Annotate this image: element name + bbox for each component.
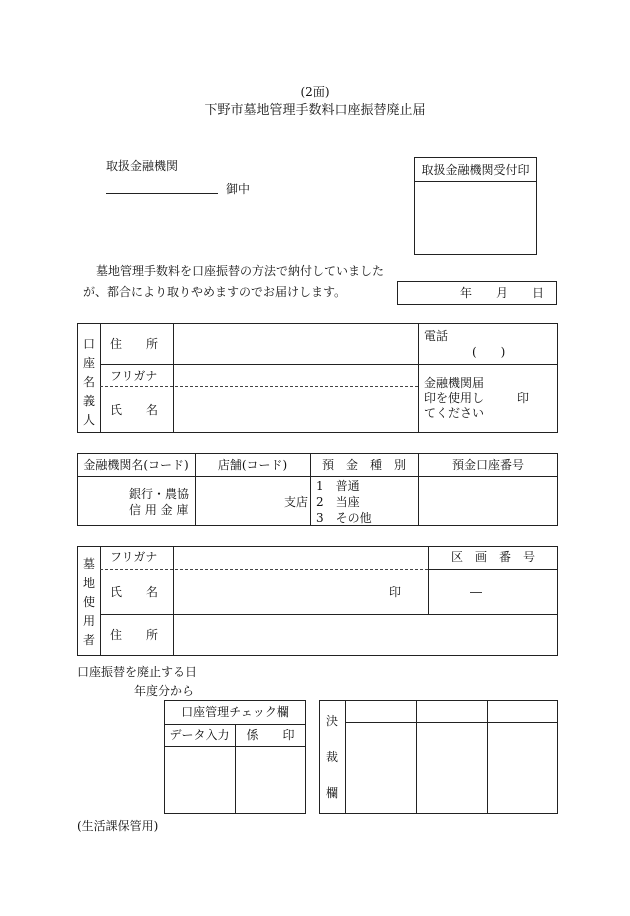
holder-name-label: 氏 名: [110, 403, 159, 417]
holder-name-field[interactable]: [174, 387, 417, 432]
intro-line-1: 墓地管理手数料を口座振替の方法で納付していました: [96, 264, 385, 278]
deposit-type-1: 1 普通: [316, 479, 360, 493]
branch-suffix: 支店: [284, 495, 309, 509]
account-number-field[interactable]: [419, 477, 557, 525]
holder-furigana-label: フリガナ: [110, 369, 158, 383]
bank-types-line-2: 信 用 金 庫: [129, 503, 189, 517]
page-title: 下野市墓地管理手数料口座振替廃止届: [204, 103, 426, 118]
institution-name-line: [106, 193, 218, 194]
date-month: 月: [496, 286, 509, 300]
institution-label: 取扱金融機関: [106, 159, 179, 173]
approval-label-2: 裁: [326, 750, 339, 764]
deposit-type-3: 3 その他: [316, 511, 372, 525]
footer-note: (生活課保管用): [77, 819, 159, 833]
check-table-title: 口座管理チェック欄: [181, 705, 289, 719]
deposit-type-2: 2 当座: [316, 495, 360, 509]
grave-address-line: [100, 614, 558, 615]
approval-col-divider-2: [487, 700, 488, 814]
honorific: 御中: [226, 182, 251, 196]
phone-label: 電話: [424, 329, 449, 343]
bank-header-account-number: 預金口座番号: [451, 458, 524, 472]
approval-label-1: 決: [326, 714, 339, 728]
account-holder-side-label: 口座名義人: [82, 337, 95, 427]
holder-address-field[interactable]: [174, 324, 417, 363]
approval-label-divider: [345, 700, 346, 814]
approval-label-3: 欄: [326, 786, 339, 800]
seal-note-line-2: 印を使用し: [424, 391, 485, 405]
grave-address-label: 住 所: [110, 628, 159, 642]
cancel-from-label: 年度分から: [134, 684, 195, 698]
holder-furigana-field[interactable]: [174, 365, 417, 385]
grave-furigana-label: フリガナ: [110, 550, 158, 564]
approval-header-line: [345, 722, 558, 723]
cancel-date-label: 口座振替を廃止する日: [77, 665, 198, 679]
bank-header-institution: 金融機関名(コード): [83, 458, 189, 472]
grave-label-divider: [173, 546, 174, 656]
check-col-data-entry: データ入力: [169, 728, 230, 742]
grave-seal-mark: 印: [389, 585, 402, 599]
approval-col-divider-1: [416, 700, 417, 814]
seal-note-line-1: 金融機関届: [424, 376, 485, 390]
holder-seal-mark: 印: [517, 391, 530, 405]
holder-right-divider: [418, 323, 419, 433]
page-number: (2面): [300, 85, 330, 99]
grave-furigana-dash: [100, 569, 428, 570]
check-col-staff-seal: 係 印: [246, 728, 295, 742]
holder-sidebar-divider: [100, 323, 101, 433]
phone-parens: ( ): [472, 345, 506, 359]
seal-note-line-3: てください: [424, 406, 485, 420]
grave-user-side-label: 墓地使用者: [82, 557, 95, 647]
bank-header-branch: 店舗(コード): [217, 458, 288, 472]
stamp-box-divider: [414, 181, 537, 182]
date-day: 日: [532, 286, 545, 300]
intro-line-2: が、都合により取りやめますのでお届けします。: [83, 285, 347, 299]
bank-types-line-1: 銀行・農協: [129, 487, 190, 501]
bank-header-deposit-type: 預 金 種 別: [321, 458, 406, 472]
block-number-dash: ―: [470, 585, 482, 599]
holder-right-row-line: [418, 364, 558, 365]
stamp-box-label: 取扱金融機関受付印: [421, 163, 530, 177]
block-number-label: 区 画 番 号: [450, 550, 535, 564]
holder-address-label: 住 所: [110, 337, 159, 351]
grave-name-label: 氏 名: [110, 585, 159, 599]
grave-block-header-line: [428, 569, 558, 570]
approval-table: [319, 700, 558, 814]
grave-sidebar-divider: [100, 546, 101, 656]
date-year: 年: [460, 286, 473, 300]
